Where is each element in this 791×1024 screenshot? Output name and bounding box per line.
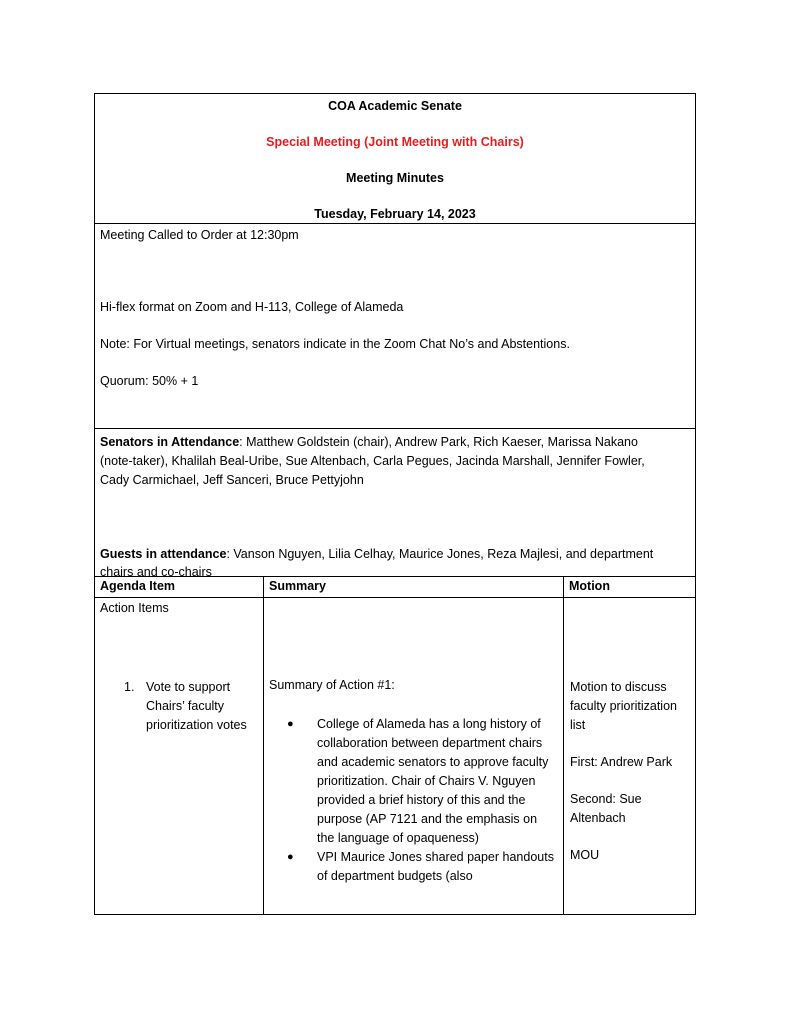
- virtual-note: Note: For Virtual meetings, senators indicate in the Zoom Chat No’s and Abstentions.: [100, 337, 570, 351]
- list-item: [287, 848, 557, 886]
- meeting-type: Special Meeting (Joint Meeting with Chairs): [266, 135, 524, 149]
- senators-line-1: [100, 435, 638, 449]
- col-summary: [264, 577, 564, 597]
- bullet-icon: ●: [287, 851, 294, 863]
- motion-second: Second: Sue Altenbach: [570, 792, 642, 825]
- attendance-block: [95, 429, 695, 577]
- header-block: [95, 94, 695, 224]
- bullet-text-2: VPI Maurice Jones shared paper handouts of department budgets (also: [317, 850, 554, 883]
- motion-result: MOU: [570, 848, 600, 862]
- col-motion: [564, 577, 696, 597]
- doc-title: Meeting Minutes: [346, 171, 444, 185]
- senators-line-2: (note-taker), Khalilah Beal-Uribe, Sue Altenbach, Carla Pegues, Jacinda Marshall, Jennifer Fowler,: [100, 454, 645, 468]
- summary-cell: [264, 598, 564, 914]
- meeting-date: Tuesday, February 14, 2023: [314, 207, 476, 221]
- org-title: COA Academic Senate: [328, 99, 462, 113]
- senators-line-3: Cady Carmichael, Jeff Sanceri, Bruce Pettyjohn: [100, 473, 364, 487]
- motion-details: [570, 678, 692, 883]
- minutes-table: [94, 93, 696, 915]
- summary-title: Summary of Action #1:: [269, 678, 395, 692]
- motion-text: Motion to discuss faculty prioritization list: [570, 680, 677, 732]
- summary-bullets: [287, 715, 557, 886]
- agenda-row-action-1: [95, 598, 695, 914]
- col-header-motion: Motion: [569, 579, 610, 593]
- col-header-agenda: Agenda Item: [100, 579, 176, 593]
- guests-line-1: [100, 547, 653, 561]
- section-label: Action Items: [100, 601, 169, 615]
- agenda-item-cell: [95, 598, 264, 914]
- guests-line-2: chairs and co-chairs: [100, 565, 212, 579]
- col-agenda-item: [95, 577, 264, 597]
- motion-first: First: Andrew Park: [570, 755, 673, 769]
- bullet-text-1: College of Alameda has a long history of collaboration between department chairs and academic senators to approve faculty prioritization. Chair of Chairs V. Nguyen provided a brief history of this and the purpose (AP 7121 and the emphasis on the language of opaqueness): [317, 717, 549, 845]
- call-to-order-block: [95, 224, 695, 429]
- guests-label: Guests in attendance: [100, 547, 227, 561]
- senators-names-1: : Matthew Goldstein (chair), Andrew Park, Rich Kaeser, Marissa Nakano: [239, 435, 638, 449]
- meeting-format: Hi-flex format on Zoom and H-113, College of Alameda: [100, 300, 404, 314]
- bullet-icon: ●: [287, 718, 294, 730]
- agenda-header-row: [95, 577, 695, 598]
- called-to-order: Meeting Called to Order at 12:30pm: [100, 228, 299, 242]
- senators-label: Senators in Attendance: [100, 435, 240, 449]
- item-text: Vote to support Chairs’ faculty prioritization votes: [146, 680, 247, 732]
- quorum: Quorum: 50% + 1: [100, 374, 199, 388]
- list-item: [287, 715, 557, 848]
- guests-names-1: : Vanson Nguyen, Lilia Celhay, Maurice Jones, Reza Majlesi, and department: [226, 547, 654, 561]
- item-number: 1.: [124, 680, 135, 694]
- motion-cell: [564, 598, 696, 914]
- col-header-summary: Summary: [269, 579, 326, 593]
